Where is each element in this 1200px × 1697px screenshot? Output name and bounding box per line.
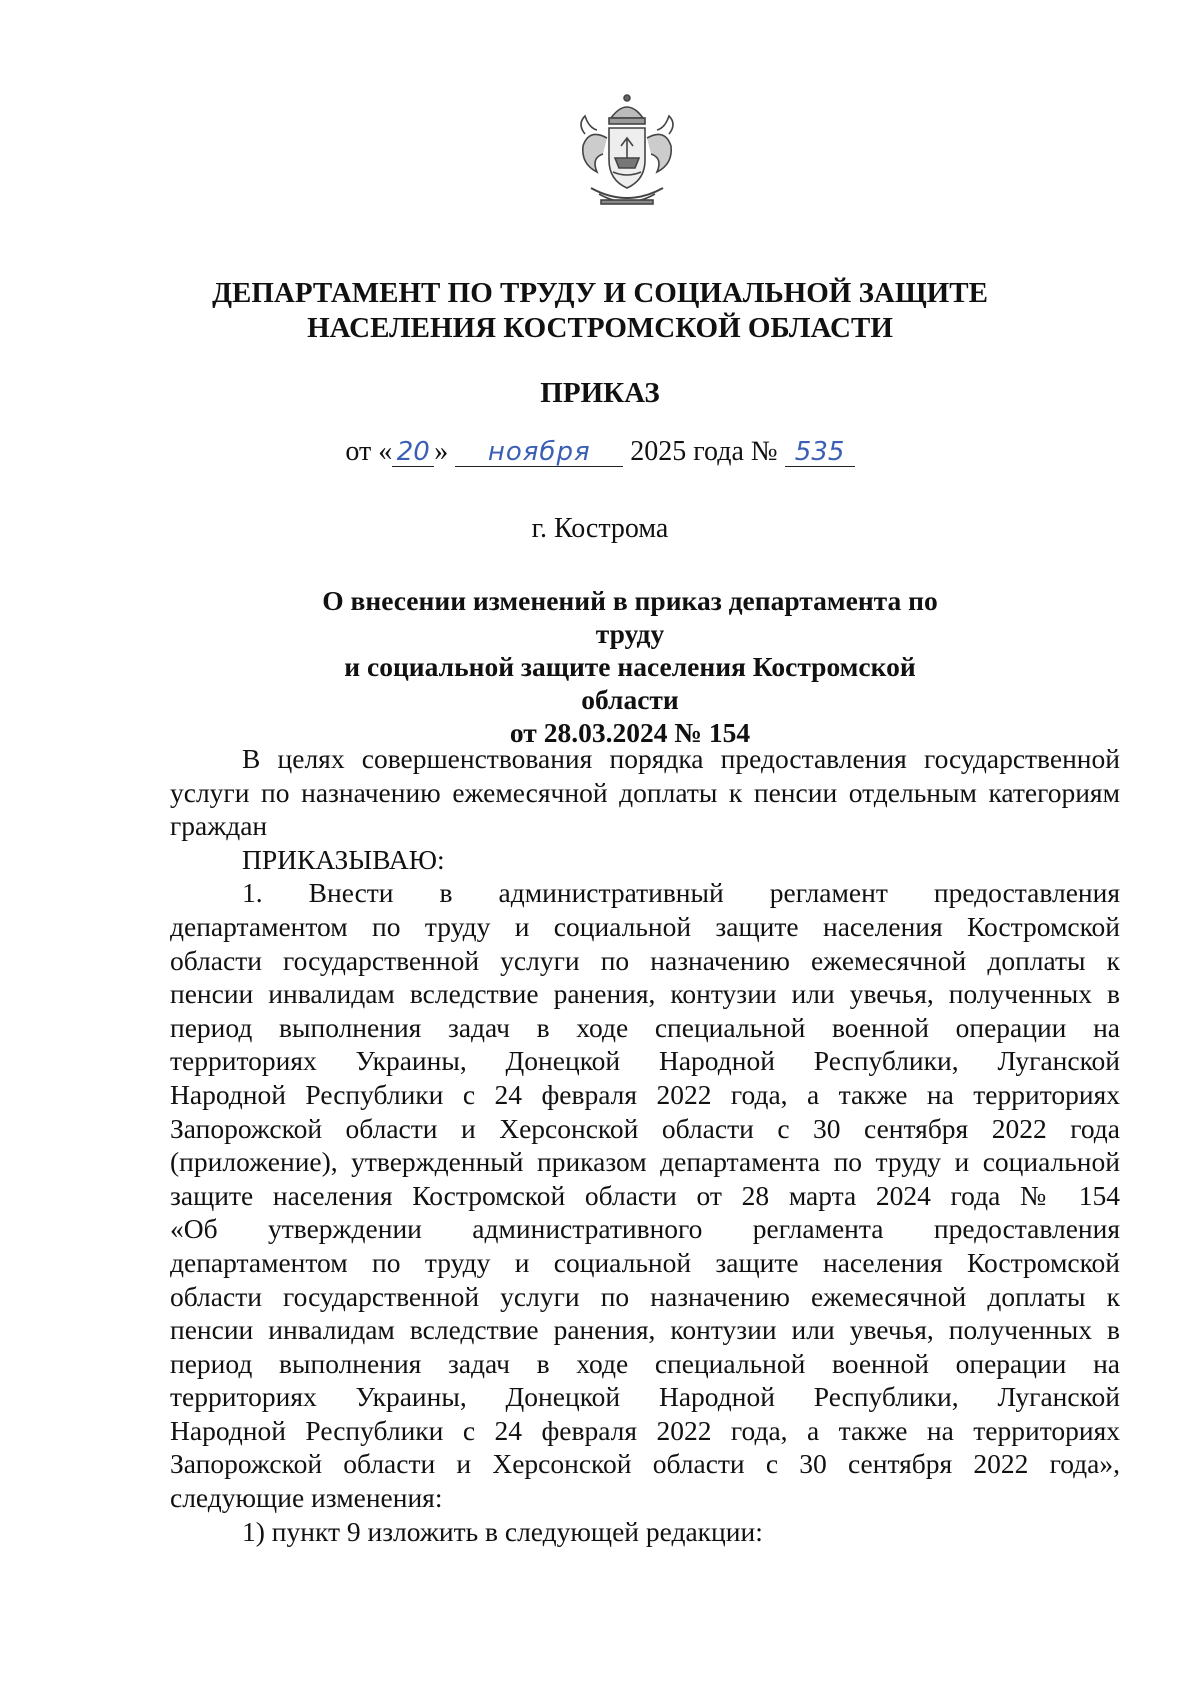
date-month: ноября xyxy=(455,438,623,467)
item-line: Народной Республики с 24 февраля 2022 года, а также на территориях xyxy=(170,1414,1120,1446)
coat-of-arms-icon xyxy=(563,88,691,216)
city: г. Кострома xyxy=(531,513,669,544)
item-line: Запорожской области и Херсонской области с 30 сентября 2022 года», xyxy=(170,1448,1120,1480)
department-name xyxy=(150,276,1050,346)
date-year: 2025 года № xyxy=(630,436,778,467)
item-line: департаментом по труду и социальной защите населения Костромской xyxy=(170,1246,1120,1278)
item-line: «Об утверждении административного регламента предоставления xyxy=(170,1213,1120,1245)
preamble-line: услуги по назначению ежемесячной доплаты к пенсии отдельным категориям xyxy=(170,776,1120,808)
order-subject xyxy=(300,584,960,749)
item-1 xyxy=(170,876,1120,1514)
department-line-1: ДЕПАРТАМЕНТ ПО ТРУДУ И СОЦИАЛЬНОЙ ЗАЩИТЕ xyxy=(212,277,988,309)
subject-line-3: от 28.03.2024 № 154 xyxy=(509,717,751,748)
item-line: период выполнения задач в ходе специальной военной операции на xyxy=(170,1011,1120,1043)
item-line: (приложение), утвержденный приказом департамента по труду и социальной xyxy=(170,1146,1120,1178)
date-line xyxy=(150,432,1050,472)
date-prefix: от « xyxy=(345,436,393,467)
item-line: Запорожской области и Херсонской области с 30 сентября 2022 года xyxy=(170,1112,1120,1144)
item-line: департаментом по труду и социальной защите населения Костромской xyxy=(170,910,1120,942)
document-type: ПРИКАЗ xyxy=(540,377,660,409)
date-mid: » xyxy=(434,436,449,467)
preamble-line: граждан xyxy=(170,810,268,842)
preamble-line: В целях совершенствования порядка предоставления государственной xyxy=(242,743,1120,774)
subject-line-2: и социальной защите населения Костромской области xyxy=(344,651,916,715)
document-body xyxy=(170,742,1120,1548)
subitem-1: 1) пункт 9 изложить в следующей редакции: xyxy=(242,1515,763,1547)
preamble xyxy=(170,742,1120,843)
date-day: 20 xyxy=(392,438,434,467)
item-line: защите населения Костромской области от 28 марта 2024 года № 154 xyxy=(170,1179,1120,1211)
item-line: Народной Республики с 24 февраля 2022 года, а также на территориях xyxy=(170,1078,1120,1110)
item-line: территориях Украины, Донецкой Народной Республики, Луганской xyxy=(170,1381,1120,1413)
order-number: 535 xyxy=(785,438,855,467)
item-line: следующие изменения: xyxy=(170,1482,443,1514)
item-line: пенсии инвалидам вследствие ранения, контузии или увечья, полученных в xyxy=(170,1314,1120,1346)
department-line-2: НАСЕЛЕНИЯ КОСТРОМСКОЙ ОБЛАСТИ xyxy=(307,312,893,344)
item-line: области государственной услуги по назначению ежемесячной доплаты к xyxy=(170,1280,1120,1312)
item-line: 1. Внести в административный регламент предоставления xyxy=(242,877,1120,909)
item-line: период выполнения задач в ходе специальной военной операции на xyxy=(170,1347,1120,1379)
item-line: пенсии инвалидам вследствие ранения, контузии или увечья, полученных в xyxy=(170,978,1120,1010)
item-line: области государственной услуги по назначению ежемесячной доплаты к xyxy=(170,944,1120,976)
subject-line-1: О внесении изменений в приказ департамента по труду xyxy=(322,585,938,649)
order-word: ПРИКАЗЫВАЮ: xyxy=(242,843,445,875)
item-line: территориях Украины, Донецкой Народной Республики, Луганской xyxy=(170,1045,1120,1077)
